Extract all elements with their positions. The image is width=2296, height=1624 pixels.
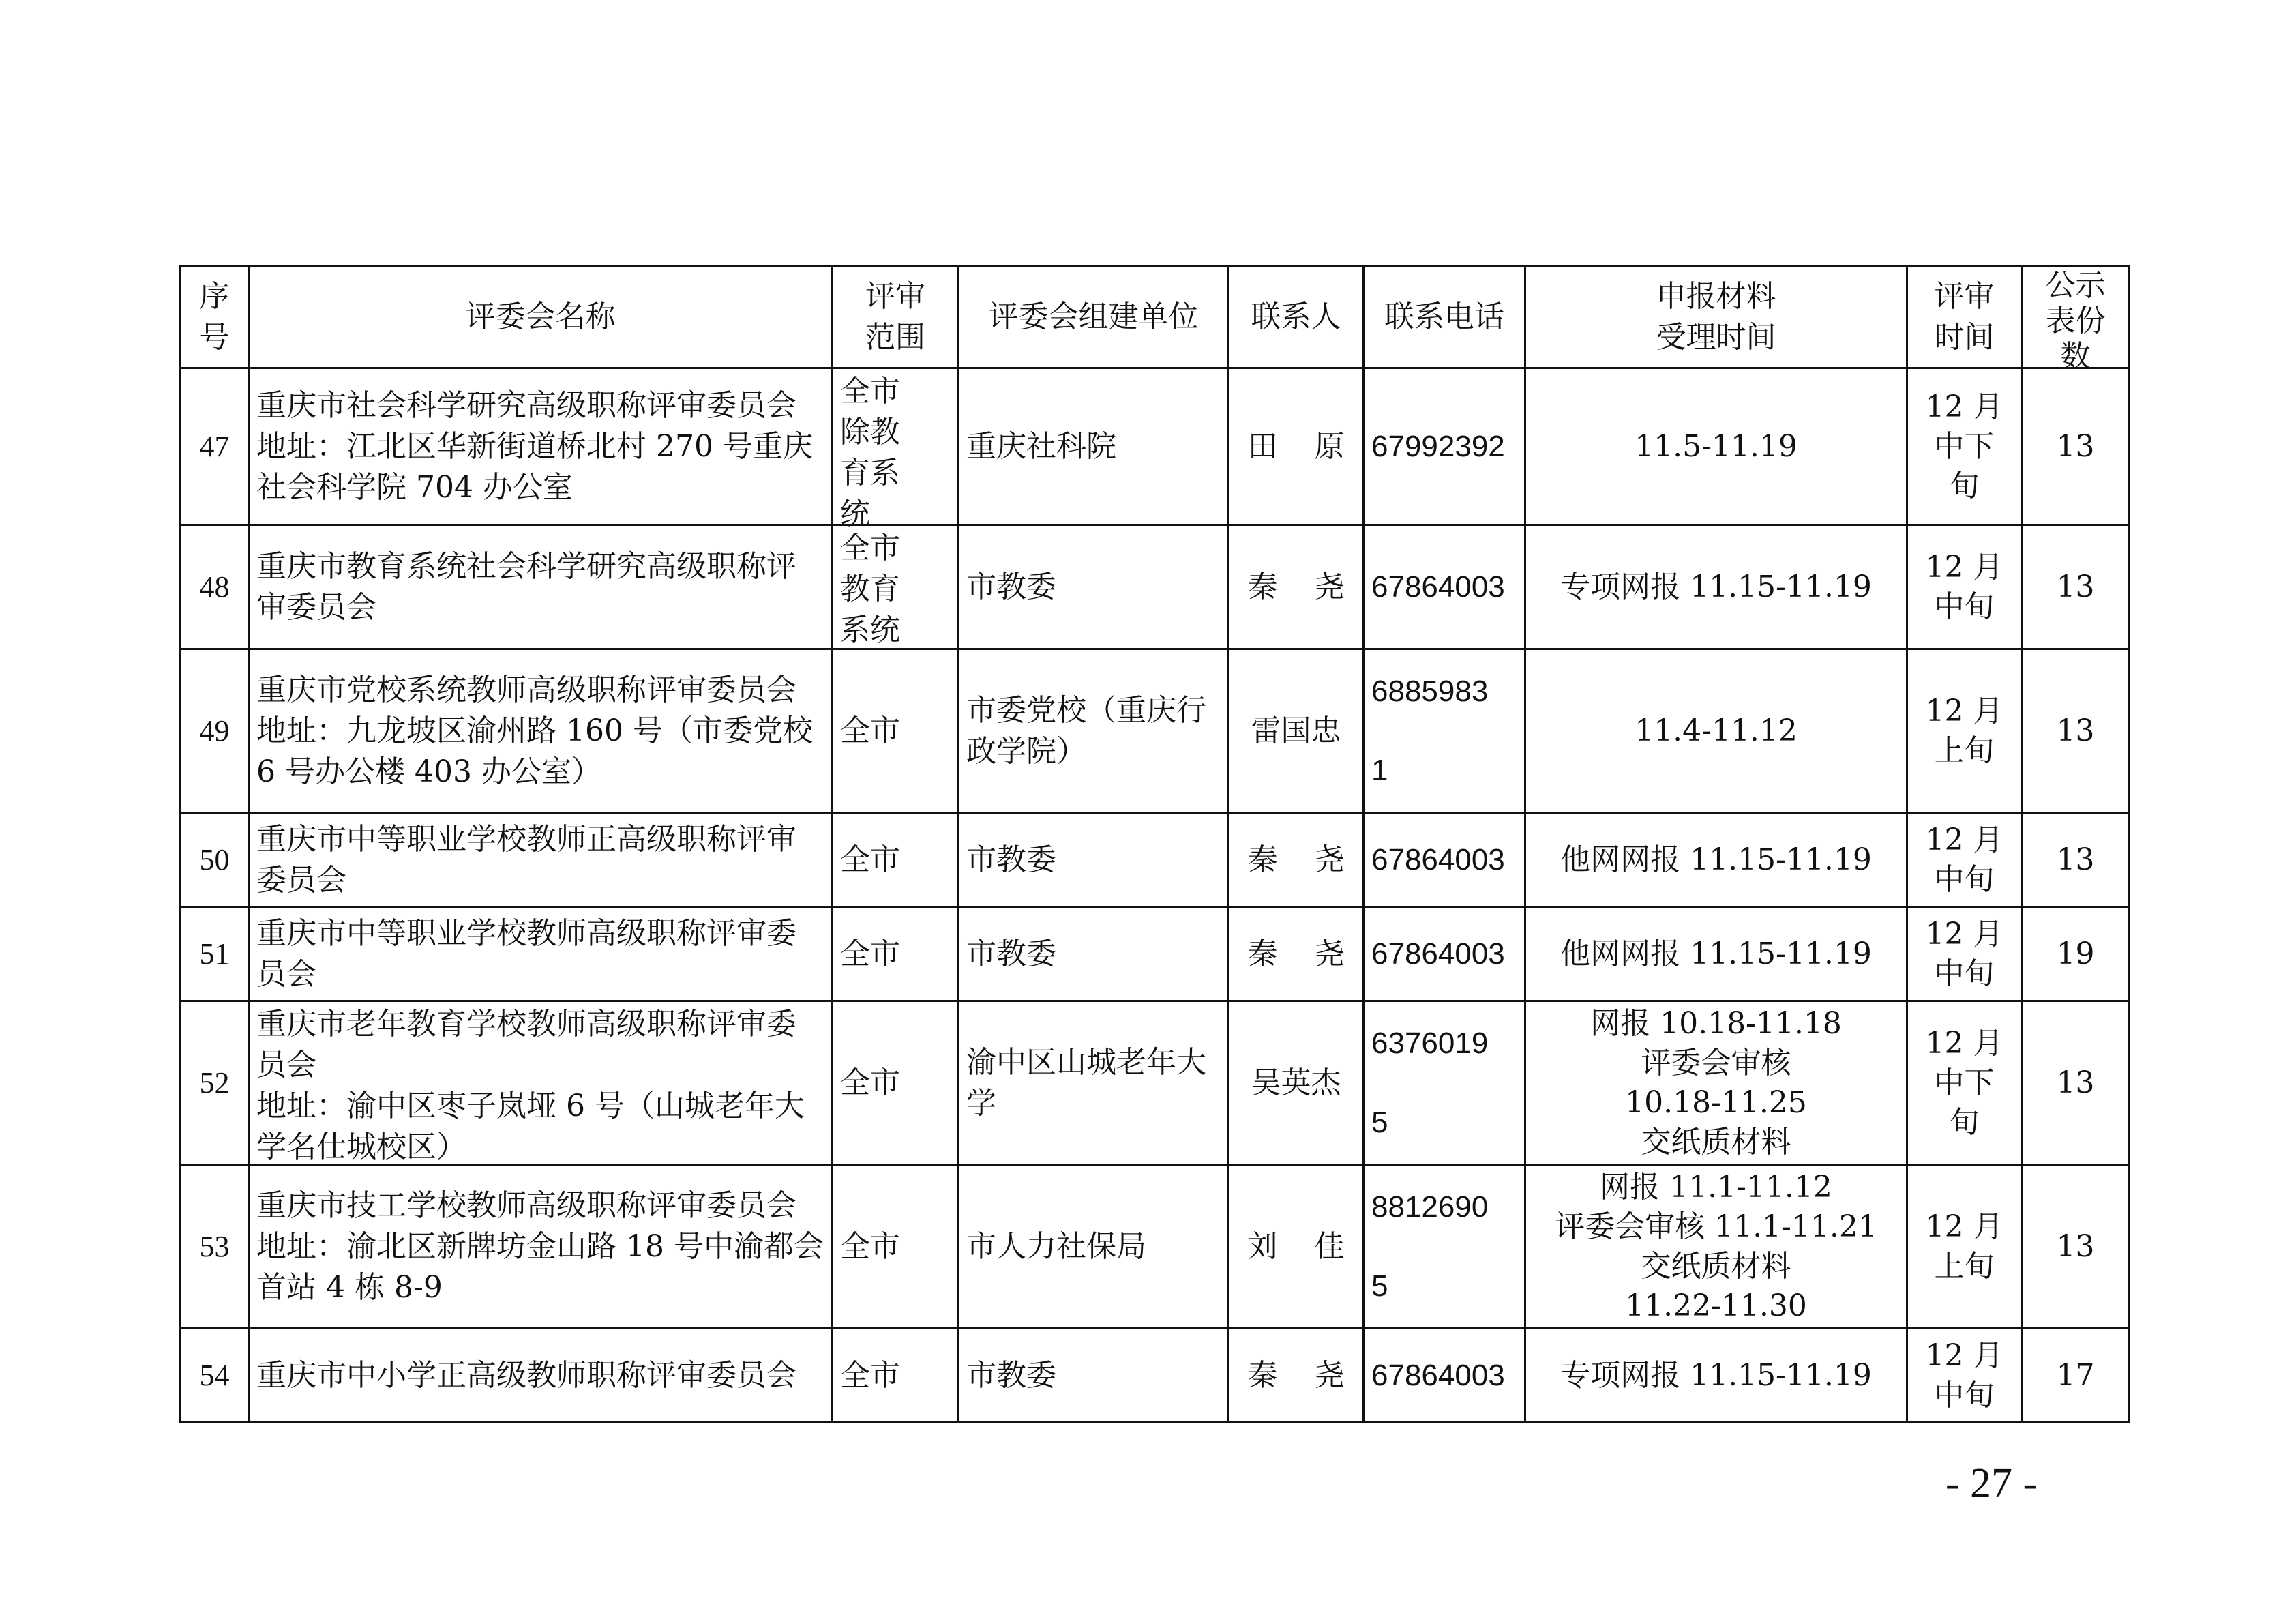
review-period: 12 月 中下 旬 (1907, 368, 2022, 525)
organizing-unit: 重庆社科院 (959, 368, 1229, 525)
contact-phone: 67864003 (1364, 907, 1525, 1001)
organizing-unit: 市教委 (959, 1329, 1229, 1423)
row-number: 52 (181, 1001, 249, 1165)
application-time: 11.4-11.12 (1525, 649, 1907, 813)
header-unit: 评委会组建单位 (959, 266, 1229, 368)
review-scope: 全市 (833, 1165, 959, 1329)
review-period: 12 月 中旬 (1907, 813, 2022, 907)
review-period: 12 月 上旬 (1907, 649, 2022, 813)
contact-person: 秦尧 (1229, 1329, 1364, 1423)
committee-table (179, 265, 2130, 1423)
copies-count: 19 (2022, 907, 2130, 1001)
organizing-unit: 市人力社保局 (959, 1165, 1229, 1329)
review-scope: 全市 (833, 649, 959, 813)
row-number: 53 (181, 1165, 249, 1329)
header-name: 评委会名称 (249, 266, 833, 368)
table-row (181, 1329, 2130, 1423)
page-number: - 27 - (1945, 1460, 2038, 1507)
organizing-unit: 市教委 (959, 525, 1229, 649)
table-body (181, 368, 2130, 1423)
contact-person: 雷国忠 (1229, 649, 1364, 813)
table-row (181, 525, 2130, 649)
contact-phone: 67864003 (1364, 1329, 1525, 1423)
header-phone: 联系电话 (1364, 266, 1525, 368)
review-period: 12 月 中旬 (1907, 1329, 2022, 1423)
copies-count: 13 (2022, 1165, 2130, 1329)
organizing-unit: 市教委 (959, 813, 1229, 907)
copies-count: 13 (2022, 649, 2130, 813)
contact-person: 田原 (1229, 368, 1364, 525)
application-time: 专项网报 11.15-11.19 (1525, 525, 1907, 649)
contact-person: 刘佳 (1229, 1165, 1364, 1329)
committee-name: 重庆市技工学校教师高级职称评审委员会 地址：渝北区新牌坊金山路 18 号中渝都会首站 4 栋 8-9 (249, 1165, 833, 1329)
committee-name: 重庆市中小学正高级教师职称评审委员会 (249, 1329, 833, 1423)
table-row (181, 907, 2130, 1001)
row-number: 51 (181, 907, 249, 1001)
header-contact: 联系人 (1229, 266, 1364, 368)
contact-phone: 6376019 5 (1364, 1001, 1525, 1165)
row-number: 47 (181, 368, 249, 525)
contact-person: 吴英杰 (1229, 1001, 1364, 1165)
application-time: 他网网报 11.15-11.19 (1525, 813, 1907, 907)
table-row (181, 1001, 2130, 1165)
row-number: 48 (181, 525, 249, 649)
review-scope: 全市 教育 系统 (833, 525, 959, 649)
organizing-unit: 渝中区山城老年大学 (959, 1001, 1229, 1165)
header-copies: 公示 表份 数 (2022, 266, 2130, 368)
committee-name: 重庆市教育系统社会科学研究高级职称评审委员会 (249, 525, 833, 649)
copies-count: 13 (2022, 525, 2130, 649)
contact-phone: 6885983 1 (1364, 649, 1525, 813)
contact-phone: 67992392 (1364, 368, 1525, 525)
header-scope: 评审 范围 (833, 266, 959, 368)
application-time: 他网网报 11.15-11.19 (1525, 907, 1907, 1001)
application-time: 11.5-11.19 (1525, 368, 1907, 525)
review-period: 12 月 中旬 (1907, 525, 2022, 649)
application-time: 网报 10.18-11.18 评委会审核 10.18-11.25 交纸质材料 (1525, 1001, 1907, 1165)
review-scope: 全市 (833, 1001, 959, 1165)
row-number: 49 (181, 649, 249, 813)
committee-name: 重庆市党校系统教师高级职称评审委员会 地址：九龙坡区渝州路 160 号（市委党校 6 号办公楼 403 办公室） (249, 649, 833, 813)
table-row (181, 368, 2130, 525)
review-scope: 全市 除教 育系 统 (833, 368, 959, 525)
contact-person: 秦尧 (1229, 525, 1364, 649)
review-period: 12 月 上旬 (1907, 1165, 2022, 1329)
table-row (181, 649, 2130, 813)
copies-count: 13 (2022, 368, 2130, 525)
review-scope: 全市 (833, 1329, 959, 1423)
copies-count: 17 (2022, 1329, 2130, 1423)
copies-count: 13 (2022, 1001, 2130, 1165)
row-number: 50 (181, 813, 249, 907)
review-period: 12 月 中下 旬 (1907, 1001, 2022, 1165)
review-period: 12 月 中旬 (1907, 907, 2022, 1001)
header-no: 序 号 (181, 266, 249, 368)
committee-name: 重庆市中等职业学校教师高级职称评审委员会 (249, 907, 833, 1001)
header-period: 评审 时间 (1907, 266, 2022, 368)
application-time: 专项网报 11.15-11.19 (1525, 1329, 1907, 1423)
contact-person: 秦尧 (1229, 813, 1364, 907)
committee-name: 重庆市社会科学研究高级职称评审委员会 地址：江北区华新街道桥北村 270 号重庆社会科学院 704 办公室 (249, 368, 833, 525)
contact-phone: 67864003 (1364, 525, 1525, 649)
committee-name: 重庆市老年教育学校教师高级职称评审委员会 地址：渝中区枣子岚垭 6 号（山城老年大学名仕城校区） (249, 1001, 833, 1165)
review-scope: 全市 (833, 907, 959, 1001)
contact-phone: 8812690 5 (1364, 1165, 1525, 1329)
contact-person: 秦尧 (1229, 907, 1364, 1001)
copies-count: 13 (2022, 813, 2130, 907)
review-scope: 全市 (833, 813, 959, 907)
row-number: 54 (181, 1329, 249, 1423)
organizing-unit: 市教委 (959, 907, 1229, 1001)
header-time: 申报材料 受理时间 (1525, 266, 1907, 368)
contact-phone: 67864003 (1364, 813, 1525, 907)
header-row (181, 266, 2130, 368)
organizing-unit: 市委党校（重庆行政学院） (959, 649, 1229, 813)
committee-name: 重庆市中等职业学校教师正高级职称评审委员会 (249, 813, 833, 907)
table-row (181, 1165, 2130, 1329)
application-time: 网报 11.1-11.12 评委会审核 11.1-11.21 交纸质材料 11.22-11.30 (1525, 1165, 1907, 1329)
table-row (181, 813, 2130, 907)
